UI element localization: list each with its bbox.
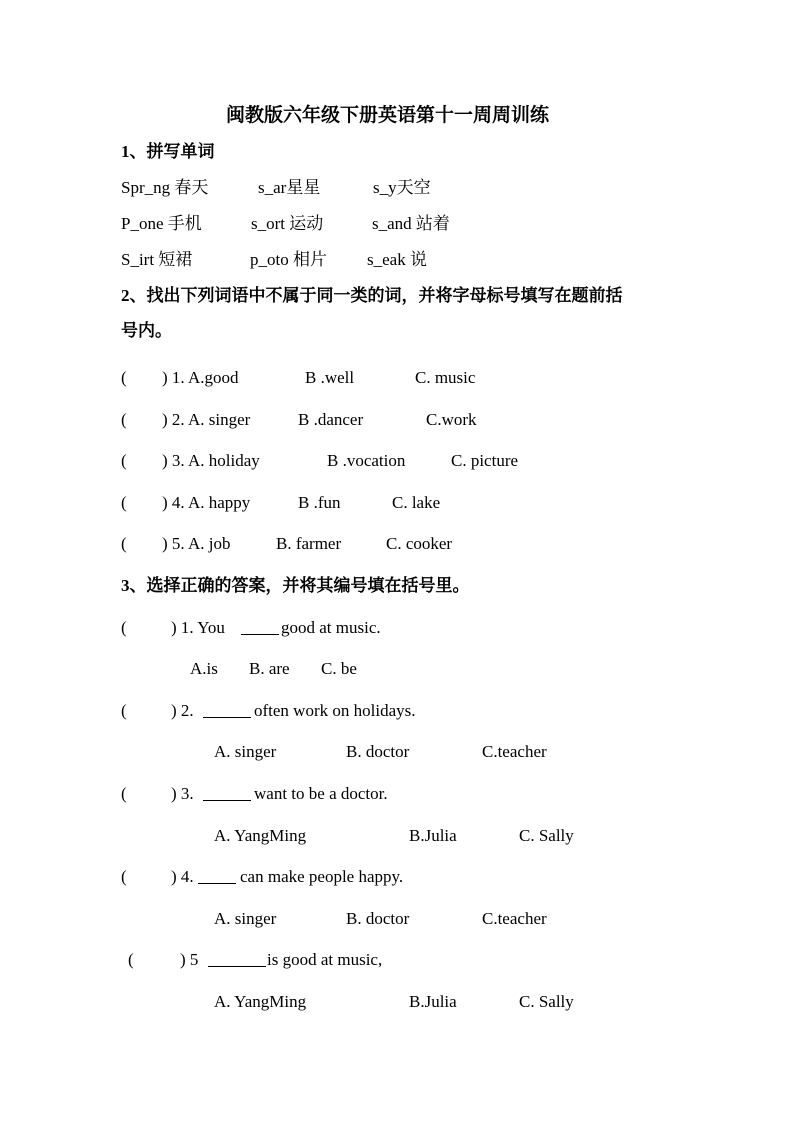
answer-paren: ( [121, 701, 127, 720]
spelling-item: s_ort 运动 [251, 214, 324, 233]
answer-blank [203, 703, 251, 718]
question-lead: ) 2. [171, 701, 194, 720]
item-number-a: ) 1. A.good [162, 368, 239, 387]
option-b: B.Julia [409, 826, 457, 845]
answer-blank [203, 786, 251, 801]
option-c: C. picture [451, 451, 519, 470]
option-b: B .vocation [327, 451, 406, 470]
option-a: A. singer [214, 909, 277, 928]
option-b: B .fun [298, 493, 341, 512]
option-c: C. Sally [519, 826, 574, 845]
question-lead: ) 3. [171, 784, 194, 803]
question-lead: ) 4. [171, 867, 194, 886]
option-b: B. farmer [276, 534, 342, 553]
answer-blank [241, 620, 279, 635]
option-c: C. Sally [519, 992, 574, 1011]
option-a: A. YangMing [214, 992, 307, 1011]
spelling-item: s_ar星星 [258, 178, 321, 197]
spelling-item: P_one 手机 [121, 214, 202, 233]
question-lead: ) 1. You [171, 618, 225, 637]
section2-heading-cont: 号内。 [121, 321, 172, 340]
question-text: is good at music, [267, 950, 383, 969]
option-a: A. YangMing [214, 826, 307, 845]
option-a: A. singer [214, 742, 277, 761]
option-b: B. doctor [346, 742, 410, 761]
option-b: B. are [249, 659, 290, 678]
answer-paren: ( [121, 534, 127, 553]
page-title: 闽教版六年级下册英语第十一周周训练 [226, 105, 550, 126]
option-c: C.work [426, 410, 477, 429]
answer-paren: ( [121, 368, 127, 387]
answer-paren: ( [121, 410, 127, 429]
option-c: C.teacher [482, 742, 547, 761]
question-text: often work on holidays. [254, 701, 416, 720]
item-number-a: ) 5. A. job [162, 534, 231, 553]
question-text: good at music. [281, 618, 381, 637]
answer-paren: ( [128, 950, 134, 969]
item-number-a: ) 3. A. holiday [162, 451, 260, 470]
spelling-item: s_and 站着 [372, 214, 450, 233]
answer-paren: ( [121, 867, 127, 886]
option-b: B.Julia [409, 992, 457, 1011]
answer-paren: ( [121, 493, 127, 512]
option-b: B .well [305, 368, 355, 387]
option-a: A.is [190, 659, 218, 678]
spelling-item: s_y天空 [373, 178, 431, 197]
answer-blank [208, 952, 266, 967]
spelling-item: s_eak 说 [367, 250, 427, 269]
question-text: want to be a doctor. [254, 784, 388, 803]
answer-paren: ( [121, 618, 127, 637]
spelling-item: S_irt 短裙 [121, 250, 193, 269]
option-c: C. cooker [386, 534, 453, 553]
spelling-item: p_oto 相片 [250, 250, 327, 269]
question-lead: ) 5 [180, 950, 199, 969]
option-c: C. music [415, 368, 476, 387]
option-b: B. doctor [346, 909, 410, 928]
answer-blank [198, 869, 236, 884]
item-number-a: ) 4. A. happy [162, 493, 251, 512]
section3-heading: 3、选择正确的答案，并将其编号填在括号里。 [121, 576, 470, 595]
section2-heading: 2、找出下列词语中不属于同一类的词，并将字母标号填写在题前括 [121, 286, 623, 305]
section1-heading: 1、拼写单词 [121, 142, 215, 161]
question-text: can make people happy. [240, 867, 404, 886]
answer-paren: ( [121, 784, 127, 803]
option-b: B .dancer [298, 410, 364, 429]
option-c: C.teacher [482, 909, 547, 928]
answer-paren: ( [121, 451, 127, 470]
option-c: C. lake [392, 493, 441, 512]
item-number-a: ) 2. A. singer [162, 410, 251, 429]
spelling-item: Spr_ng 春天 [121, 178, 209, 197]
option-c: C. be [321, 659, 357, 678]
